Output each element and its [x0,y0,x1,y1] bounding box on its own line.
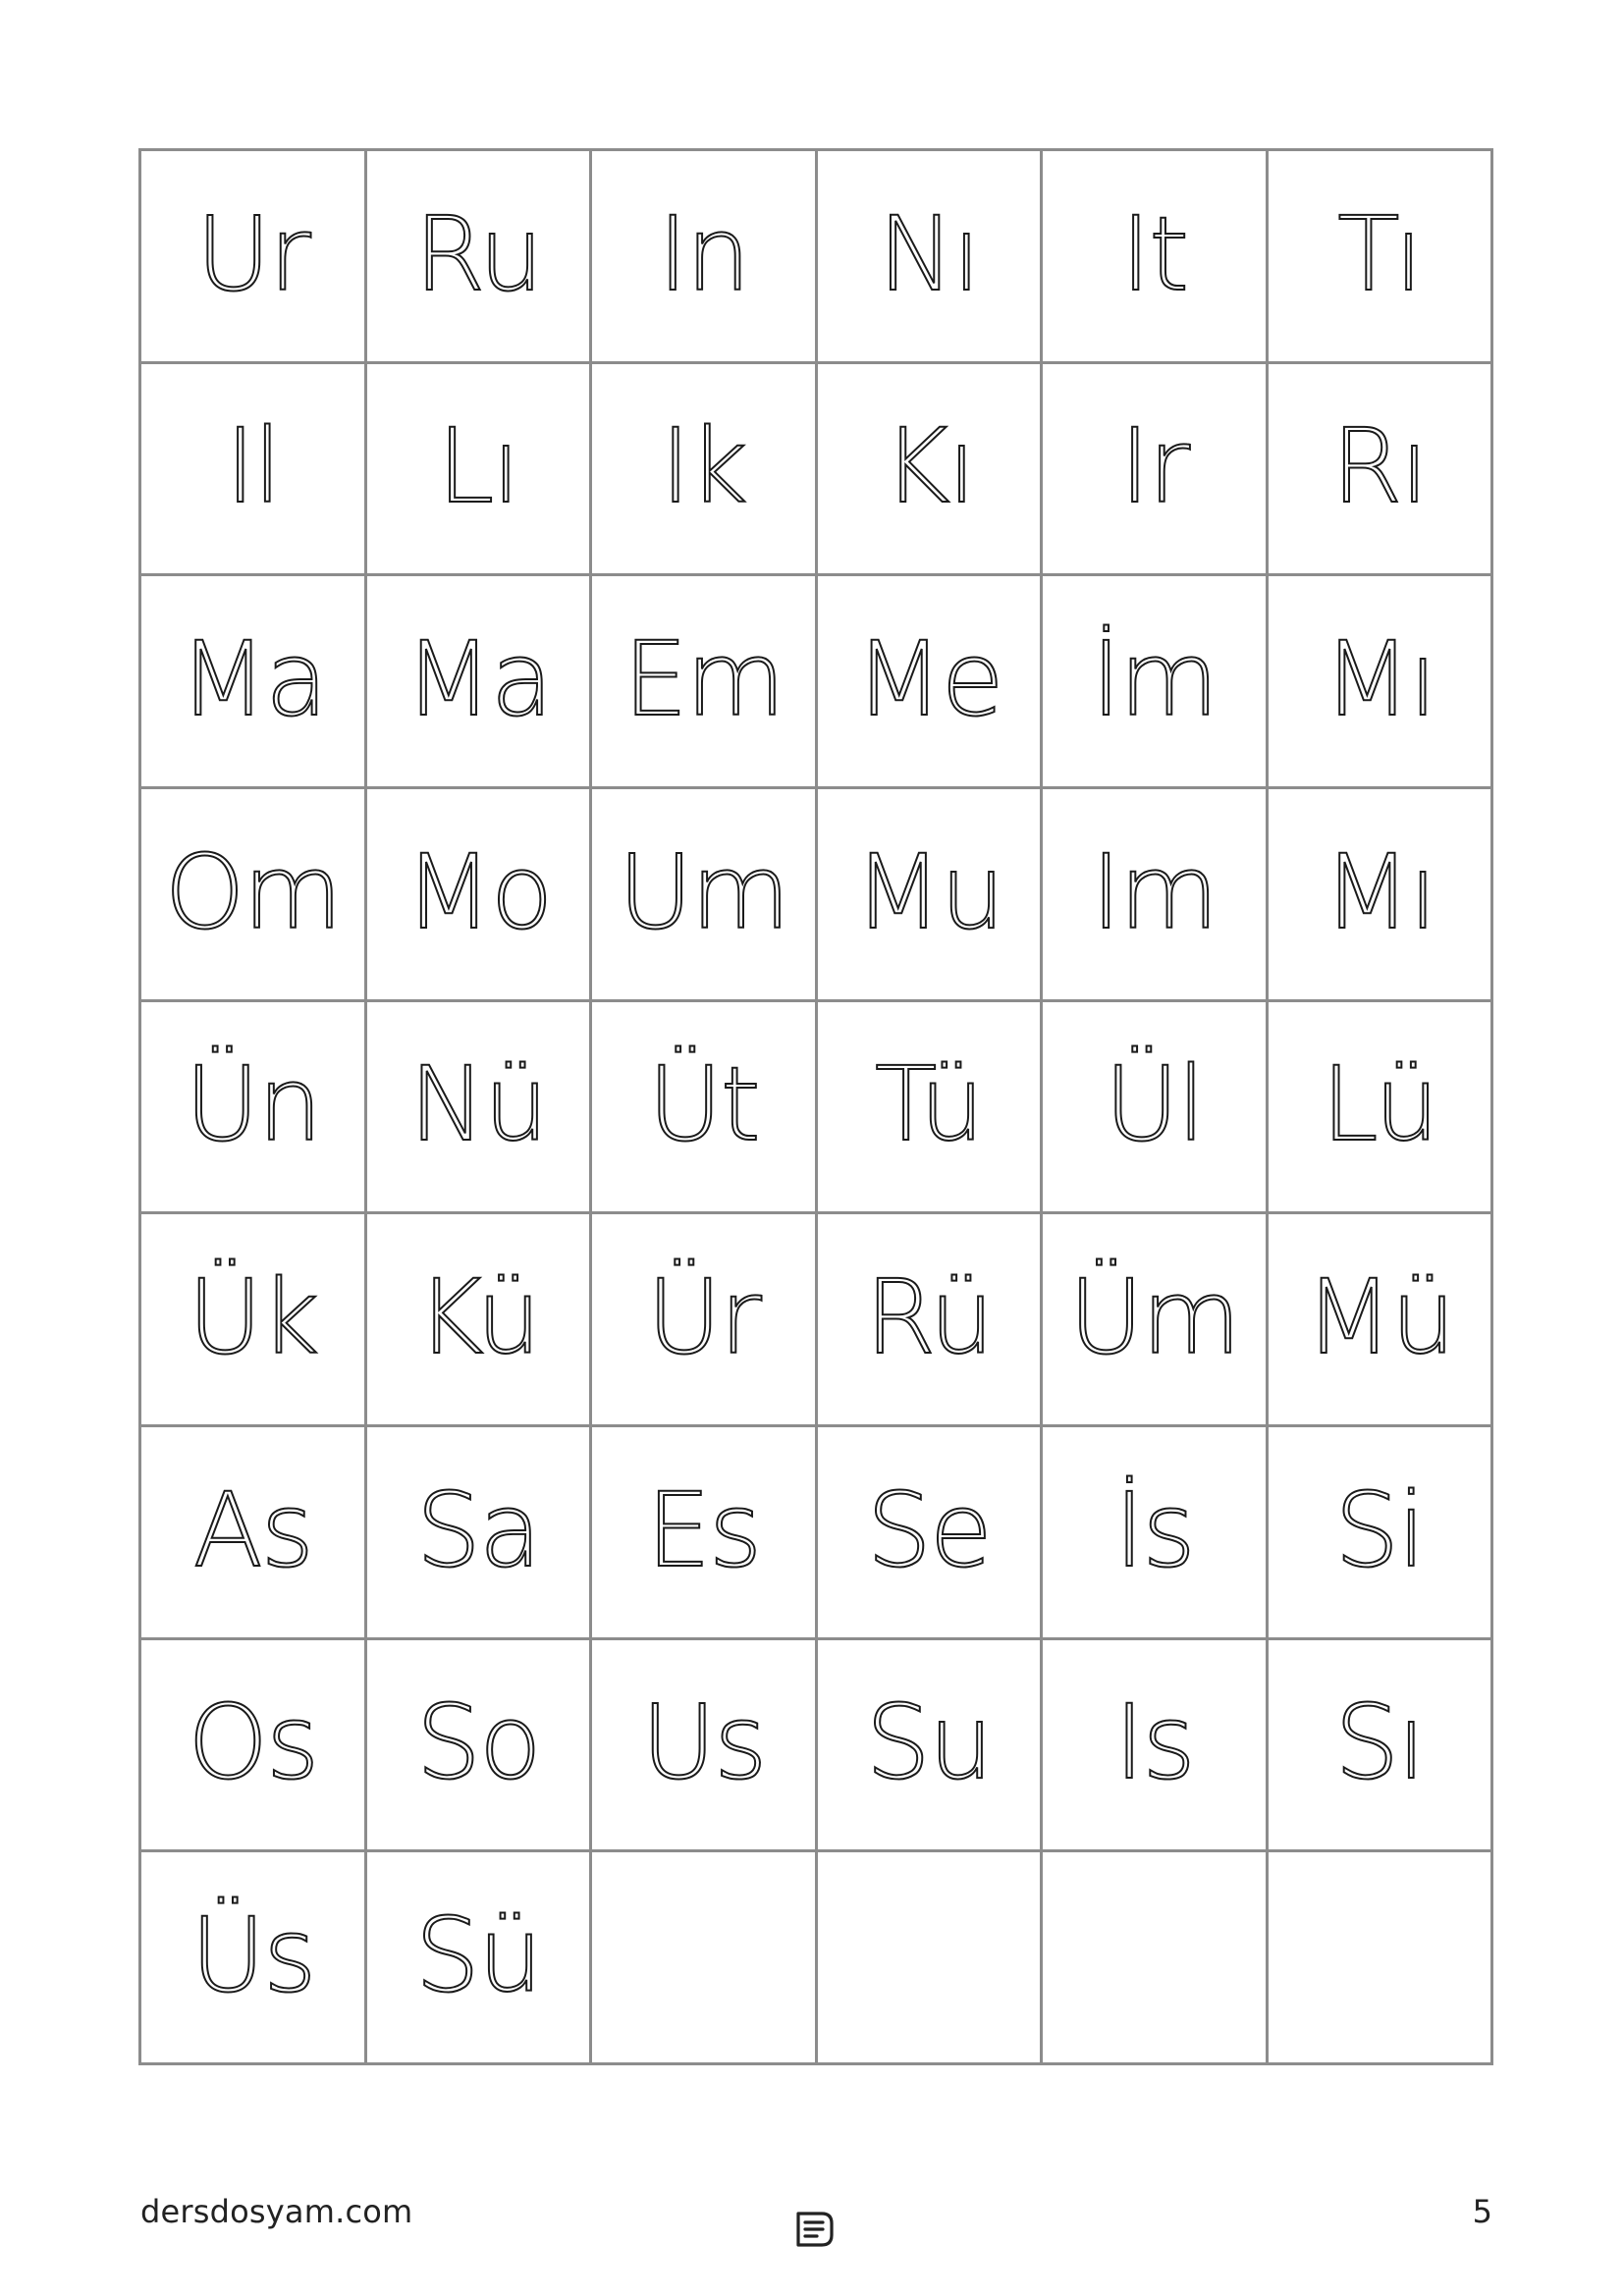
grid-cell [141,576,367,789]
tracing-syllable: Im [1091,831,1218,952]
tracing-syllable: Om [164,831,341,952]
tracing-syllable: Rı [1331,406,1428,527]
tracing-syllable: In [657,193,749,314]
tracing-syllable: Ür [646,1257,760,1378]
tracing-syllable: Sı [1334,1682,1425,1803]
page-number: 5 [1472,2193,1492,2230]
tracing-syllable: Nü [408,1044,547,1165]
tracing-syllable: Üt [647,1044,759,1165]
tracing-syllable: Üm [1068,1257,1239,1378]
grid-cell [367,1002,593,1215]
grid-cell [818,1852,1044,2065]
grid-cell [141,1002,367,1215]
grid-cell [1043,364,1269,577]
grid-cell [592,1427,818,1640]
tracing-syllable: Lü [1321,1044,1437,1165]
grid-cell [818,576,1044,789]
grid-cell [592,789,818,1002]
grid-cell [592,364,818,577]
tracing-syllable: Us [641,1682,766,1803]
grid-cell [367,1852,593,2065]
tracing-syllable: Ur [195,193,309,314]
grid-cell [1043,1427,1269,1640]
grid-cell [1043,1852,1269,2065]
grid-cell [818,1427,1044,1640]
tracing-syllable: Um [618,831,788,952]
grid-cell [1269,364,1494,577]
tracing-syllable: Me [854,619,1002,740]
tracing-syllable: Si [1334,1469,1425,1590]
grid-cell [1043,1002,1269,1215]
tracing-syllable: Mı [1323,619,1436,740]
grid-cell [818,1002,1044,1215]
tracing-syllable: İm [1091,619,1218,740]
grid-cell [141,789,367,1002]
tracing-syllable: Ün [185,1044,321,1165]
tracing-syllable: Ma [179,619,326,740]
tracing-syllable: Kı [883,406,975,527]
tracing-syllable: Ük [188,1257,318,1378]
syllable-grid [138,148,1493,2065]
grid-cell [1043,1640,1269,1853]
grid-cell [367,1214,593,1427]
tracing-syllable: Ir [1119,406,1188,527]
grid-cell [592,576,818,789]
tracing-syllable: Il [225,406,281,527]
grid-cell [818,1640,1044,1853]
tracing-syllable: Nı [878,193,980,314]
grid-cell [818,364,1044,577]
tracing-syllable: Sa [415,1469,540,1590]
grid-cell [818,789,1044,1002]
tracing-syllable: Se [866,1469,991,1590]
tracing-syllable: Sü [414,1896,541,2016]
grid-cell [367,1427,593,1640]
tracing-syllable: Os [188,1682,318,1803]
grid-cell [367,364,593,577]
tracing-syllable: Rü [864,1257,993,1378]
grid-cell [1269,1002,1494,1215]
grid-cell [1269,151,1494,364]
grid-cell [367,1640,593,1853]
tracing-syllable: So [415,1682,540,1803]
tracing-syllable: Mu [853,831,1003,952]
grid-cell [141,364,367,577]
tracing-syllable: Mo [405,831,552,952]
grid-cell [1269,1214,1494,1427]
grid-cell [1043,789,1269,1002]
tracing-syllable: Mı [1323,831,1436,952]
grid-cell [1269,789,1494,1002]
tracing-syllable: Em [623,619,784,740]
grid-cell [1269,1427,1494,1640]
grid-cell [592,1640,818,1853]
tracing-syllable: İs [1113,1469,1194,1590]
tracing-syllable: Ik [660,406,746,527]
tracing-syllable: It [1120,193,1187,314]
grid-cell [1269,576,1494,789]
grid-cell [1043,1214,1269,1427]
grid-cell [1043,576,1269,789]
grid-cell [1043,151,1269,364]
grid-cell [367,789,593,1002]
tracing-syllable: Su [865,1682,992,1803]
grid-cell [367,576,593,789]
tracing-syllable: Ma [405,619,552,740]
tracing-syllable: Es [646,1469,761,1590]
grid-cell [592,1214,818,1427]
document-lines-icon [792,2210,838,2249]
tracing-syllable: Tı [1337,193,1422,314]
grid-cell [141,1640,367,1853]
tracing-syllable: Lı [437,406,519,527]
grid-cell [1269,1852,1494,2065]
grid-cell [818,1214,1044,1427]
tracing-syllable: Mü [1304,1257,1454,1378]
grid-cell [141,1214,367,1427]
tracing-syllable: Ül [1104,1044,1204,1165]
tracing-syllable: Üs [190,1896,315,2016]
grid-cell [592,1852,818,2065]
tracing-syllable: Tü [874,1044,983,1165]
grid-cell [592,151,818,364]
footer-website: dersdosyam.com [140,2193,413,2230]
grid-cell [141,1427,367,1640]
grid-cell [592,1002,818,1215]
tracing-syllable: Is [1113,1682,1194,1803]
grid-cell [141,151,367,364]
grid-cell [1269,1640,1494,1853]
tracing-syllable: Kü [416,1257,540,1378]
grid-cell [818,151,1044,364]
tracing-syllable: Ru [413,193,542,314]
tracing-syllable: As [192,1469,312,1590]
grid-cell [141,1852,367,2065]
grid-cell [367,151,593,364]
